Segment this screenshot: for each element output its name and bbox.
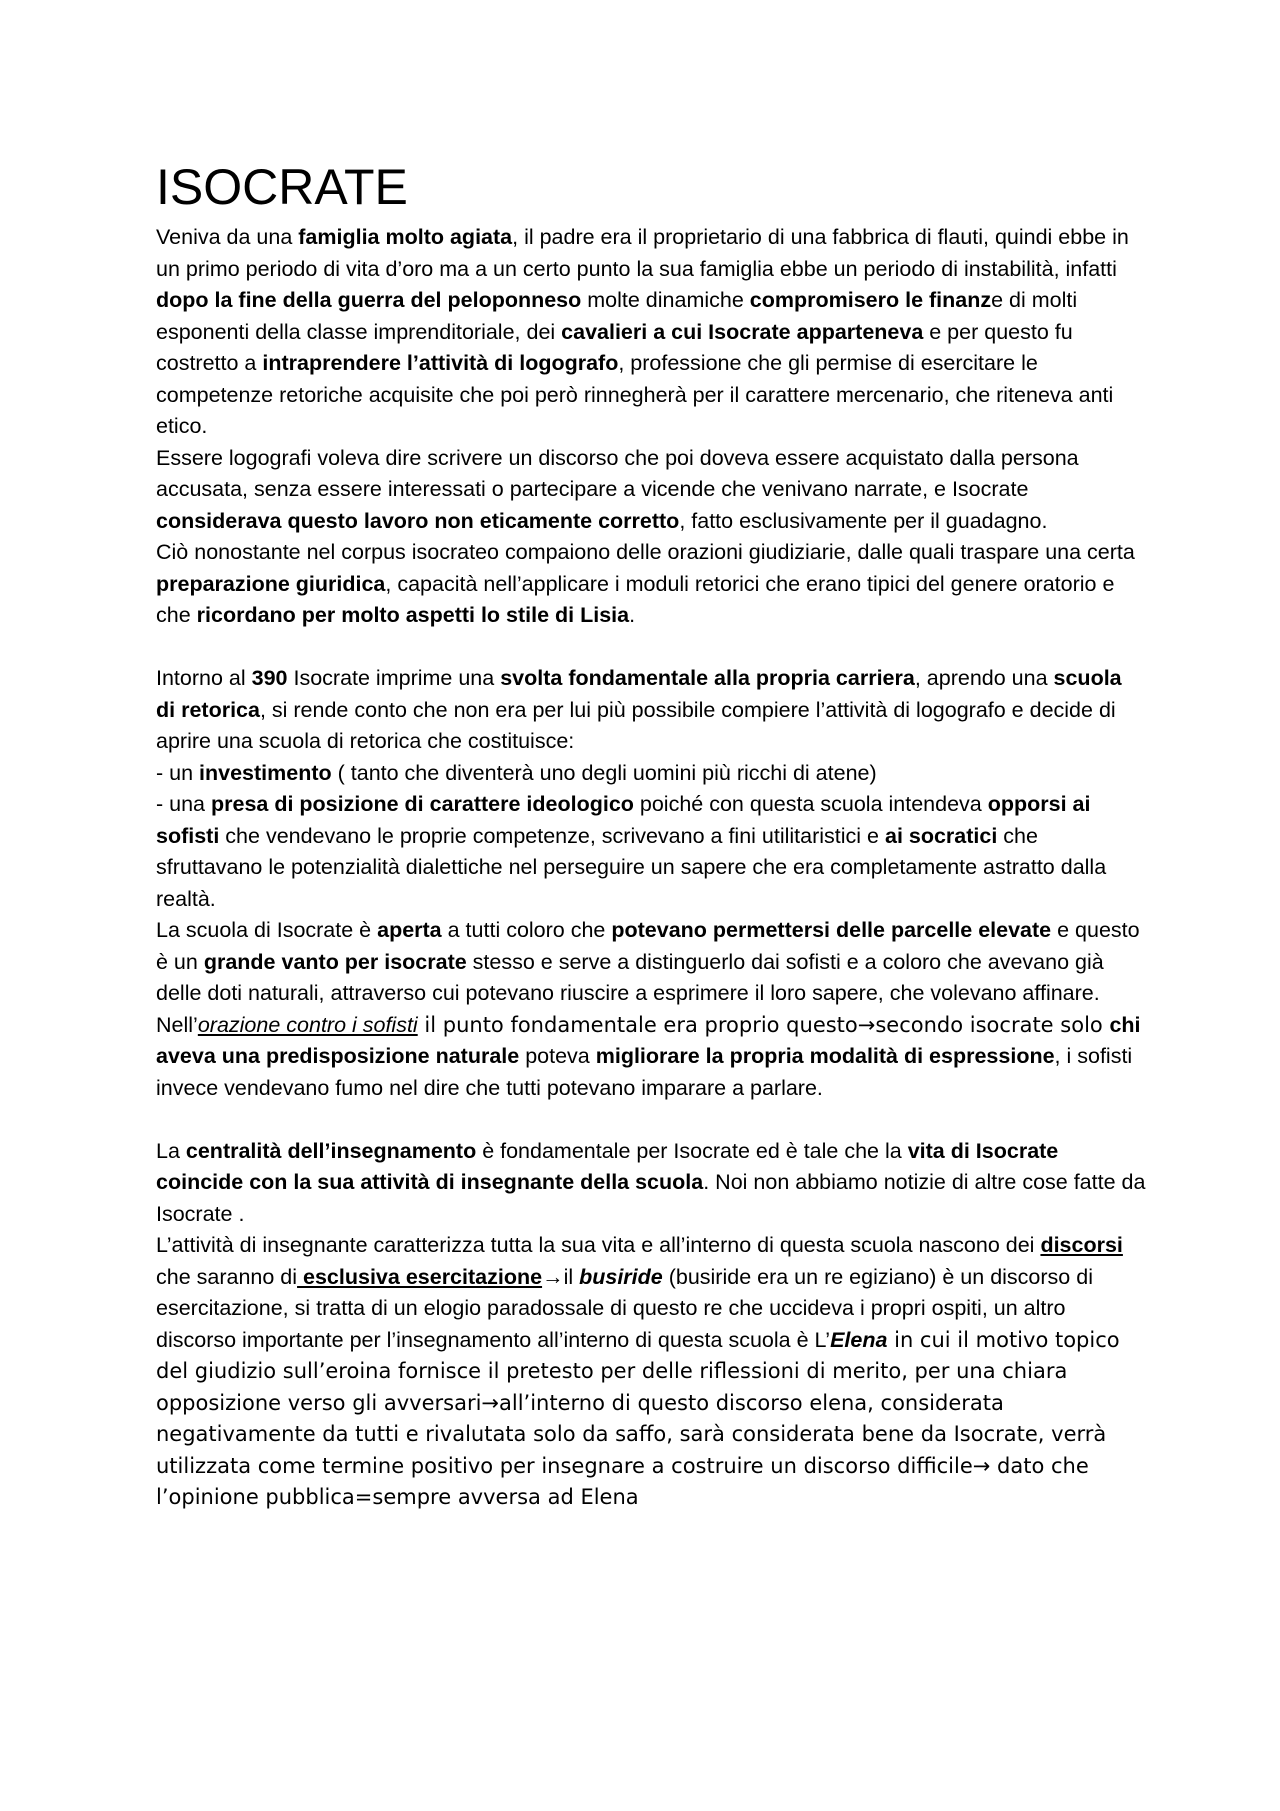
text-run: , professione che gli permise di esercitare le competenze retoriche acquisite che poi però rinnegherà per il carattere mercenario, che riteneva anti etico. (156, 351, 1114, 438)
paragraph (156, 222, 1146, 443)
text-run: , si rende conto che non era per lui più possibile compiere l’attività di logografo e decide di aprire una scuola di retorica che costituisce: (156, 697, 1116, 753)
text-run: che sfruttavano le potenzialità dialettiche nel perseguire un sapere che era completamente astratto dalla realtà. (156, 823, 1107, 911)
paragraph (156, 758, 1146, 790)
bold-text: compromisero le finanz (749, 288, 992, 312)
bold-text: investimento (199, 760, 332, 785)
bold-text: ricordano per molto aspetti lo stile di Lisia (196, 603, 630, 627)
text-run: Intorno al (156, 666, 252, 690)
text-run: La (156, 1138, 186, 1163)
document-content (156, 158, 1146, 1514)
bold-text: discorsi (1040, 1233, 1123, 1257)
bold-text: grande vanto per isocrate (203, 949, 467, 974)
text-run: il punto fondamentale era proprio questo→secondo isocrate solo (417, 1012, 1110, 1037)
text-run: e di molti esponenti della classe imprenditoriale, dei (156, 288, 1078, 344)
text-run: in cui il motivo topico del giudizio sull’eroina fornisce il pretesto per delle riflessioni di merito, per una chiara opposizione verso gli avversari→all’interno di questo discorso elena, considerata negativamente da tutti e rivalutata solo da saffo, sarà considerata bene da Isocrate, verrà utilizzata come termine positivo per insegnare a costruire un discorso difficile→ dato che l’opinione pubblica=sempre avversa ad Elena (156, 1327, 1120, 1509)
bold-text: considerava questo lavoro non eticamente corretto (156, 508, 680, 533)
text-run: →il (542, 1264, 580, 1289)
document-body (156, 222, 1146, 1514)
text-run: poiché con questa scuola intendeva (633, 792, 988, 816)
bold-text: opporsi ai sofisti (156, 792, 1091, 848)
text-run: - un (156, 760, 200, 785)
paragraph (156, 1136, 1146, 1231)
text-run: orazione contro i sofisti (197, 1012, 418, 1037)
text-run: che vendevano le proprie competenze, scrivevano a fini utilitaristici e (219, 823, 885, 848)
blank-line (156, 632, 1146, 664)
bold-text: presa di posizione di carattere ideologico (210, 792, 634, 816)
bold-text: aperta (377, 918, 442, 942)
text-run: Ciò nonostante nel corpus isocrateo compaiono delle orazioni giudiziarie, dalle quali traspare una certa (156, 540, 1135, 564)
bold-text: cavalieri a cui Isocrate apparteneva (561, 319, 924, 344)
text-run: Isocrate imprime una (287, 666, 501, 690)
text-run: L’attività di insegnante caratterizza tutta la sua vita e all’interno di questa scuola nascono dei (156, 1233, 1041, 1257)
paragraph (156, 537, 1146, 632)
bold-text: dopo la fine della guerra del peloponneso (156, 288, 582, 312)
text-run: che saranno di (156, 1264, 298, 1289)
text-run: . Noi non abbiamo notizie di altre cose fatte da Isocrate . (156, 1170, 1146, 1226)
bold-text: potevano permettersi delle parcelle elevate (611, 918, 1052, 942)
paragraph (156, 443, 1146, 538)
text-run: , aprendo una (914, 666, 1054, 690)
paragraph (156, 915, 1146, 1010)
paragraph (156, 663, 1146, 758)
paragraph (156, 789, 1146, 915)
bold-text: intraprendere l’attività di logografo (262, 351, 619, 375)
paragraph (156, 1010, 1146, 1105)
bold-text: esclusiva esercitazione (297, 1264, 543, 1289)
text-run: La scuola di Isocrate è (156, 918, 378, 942)
bold-text: chi aveva una predisposizione naturale (156, 1012, 1141, 1068)
text-run: Essere logografi voleva dire scrivere un discorso che poi doveva essere acquistato dalla persona accusata, senza essere interessati o partecipare a vicende che venivano narrate, e Isocrate (156, 445, 1079, 501)
bold-text: ai socratici (884, 823, 998, 848)
text-run: a tutti coloro che (441, 918, 612, 942)
bold-text: busiride (579, 1264, 663, 1289)
paragraph (156, 1230, 1146, 1514)
text-run: è fondamentale per Isocrate ed è tale che la (476, 1138, 908, 1163)
bold-text: scuola di retorica (156, 666, 1122, 722)
text-run: molte dinamiche (581, 288, 750, 312)
text-run: ( tanto che diventerà uno degli uomini più ricchi di atene) (331, 760, 877, 785)
bold-text: preparazione giuridica (156, 571, 386, 596)
blank-line (156, 1104, 1146, 1136)
text-run: , i sofisti invece vendevano fumo nel dire che tutti potevano imparare a parlare. (156, 1044, 1133, 1100)
bold-text: famiglia molto agiata (298, 225, 513, 249)
text-run: , fatto esclusivamente per il guadagno. (679, 508, 1048, 533)
bold-text: vita di Isocrate coincide con la sua attività di insegnante della scuola (156, 1138, 1059, 1194)
text-run: e per questo fu costretto a (156, 319, 1073, 375)
text-run: (busiride era un re egiziano) è un discorso di esercitazione, si tratta di un elogio paradossale di questo re che uccideva i propri ospiti, un altro discorso importante per l’insegnamento all’interno di questa scuola è L’ (156, 1264, 1093, 1352)
bold-text: migliorare la propria modalità di espressione (595, 1044, 1055, 1068)
text-run: , il padre era il proprietario di una fabbrica di flauti, quindi ebbe in un primo periodo di vita d’oro ma a un certo punto la sua famiglia ebbe un periodo di instabilità, infatti (156, 225, 1129, 281)
text-run: stesso e serve a distinguerlo dai sofisti e a coloro che avevano già delle doti naturali, attraverso cui potevano riuscire a esprimere il loro sapere, che volevano affinare. (156, 949, 1104, 1005)
text-run: Veniva da una (156, 225, 299, 249)
text-run: - una (156, 792, 211, 816)
text-run: , capacità nell’applicare i moduli retorici che erano tipici del genere oratorio e che (156, 571, 1115, 627)
page-title: ISOCRATE (156, 159, 408, 215)
text-run: e questo è un (156, 918, 1140, 974)
text-run: poteva (519, 1044, 596, 1068)
text-run: . (629, 603, 636, 627)
bold-text: Elena (830, 1327, 888, 1352)
bold-text: 390 (251, 666, 288, 690)
bold-text: centralità dell’insegnamento (185, 1138, 477, 1163)
text-run: Nell’ (156, 1012, 198, 1037)
bold-text: svolta fondamentale alla propria carriera (500, 666, 915, 690)
